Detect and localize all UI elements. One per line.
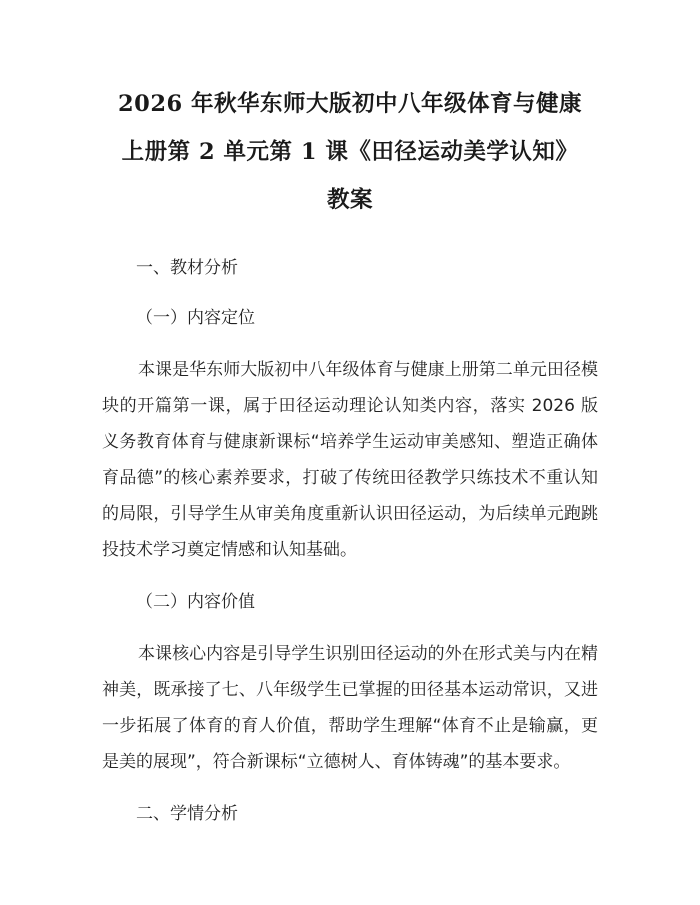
document-title [102, 80, 598, 224]
spacer [102, 780, 598, 796]
subsection-heading-content-value: （二）内容价值 [136, 592, 255, 612]
paragraph-content-value: 本课核心内容是引导学生识别田径运动的外在形式美与内在精神美，既承接了七、八年级学生已掌握的田径基本运动常识，又进一步拓展了体育的育人价值，帮助学生理解“体育不止是输赢，更是美的展现”，符合新课标“立德树人、育体铸魂”的基本要求。 [102, 644, 598, 772]
spacer [102, 224, 598, 250]
paragraph-content-position: 本课是华东师大版初中八年级体育与健康上册第二单元田径模块的开篇第一课，属于田径运动理论认知类内容，落实 2026 版义务教育体育与健康新课标“培养学生运动审美感知、塑造正确体育品德”的核心素养要求，打破了传统田径教学只练技术不重认知的局限，引导学生从审美角度重新认识田径运动，为后续单元跑跳投技术学习奠定情感和认知基础。 [102, 360, 598, 560]
title-line-2: 上册第 2 单元第 1 课《田径运动美学认知》 [121, 139, 579, 165]
title-line-1: 2026 年秋华东师大版初中八年级体育与健康 [118, 91, 582, 117]
spacer [102, 336, 598, 352]
spacer [102, 286, 598, 300]
subsection-heading-content-position: （一）内容定位 [136, 308, 255, 328]
title-line-3: 教案 [326, 187, 373, 213]
spacer [102, 568, 598, 584]
document-body [102, 250, 598, 832]
section-heading-learner-analysis: 二、学情分析 [136, 804, 238, 824]
spacer [102, 620, 598, 636]
section-heading-textbook-analysis: 一、教材分析 [136, 258, 238, 278]
